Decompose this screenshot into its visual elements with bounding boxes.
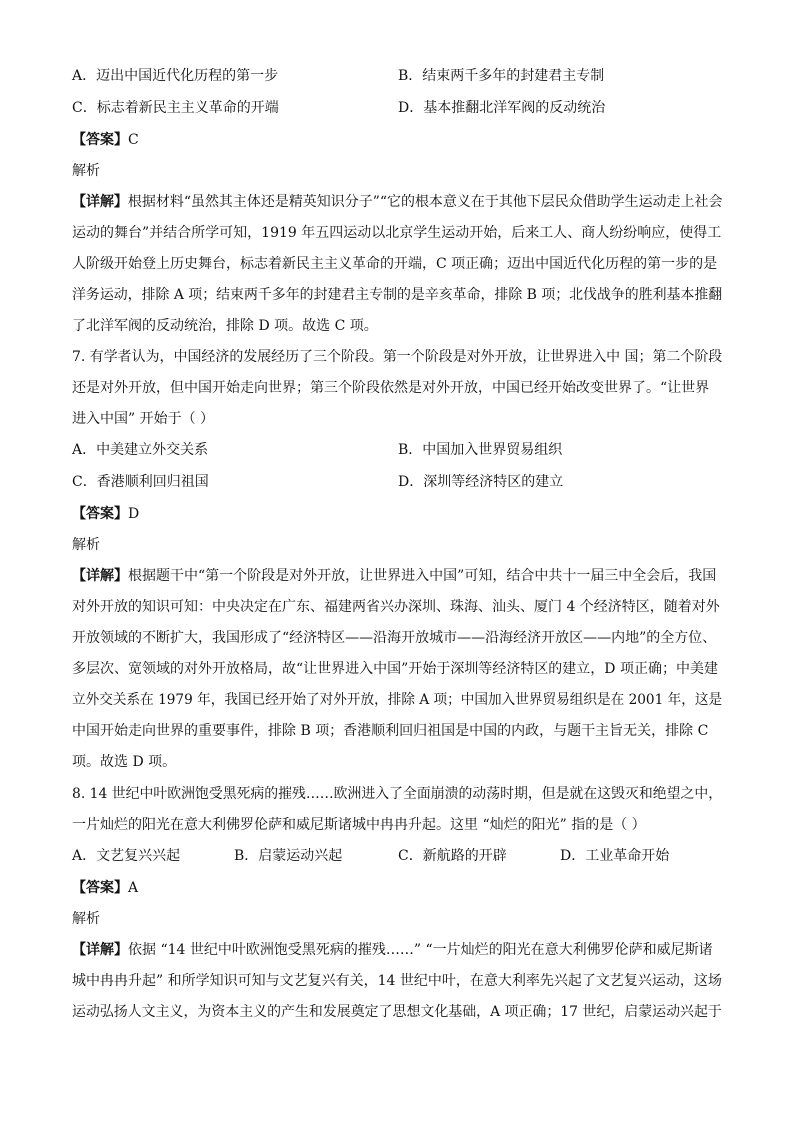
q7-detail-line: 多层次、宽领域的对外开放格局，故“让世界进入中国”开始于深圳等经济特区的建立，D 项正确；中美建: [72, 661, 718, 677]
q6-option-c: C．标志着新民主主义革命的开端: [72, 100, 279, 116]
q8-option-c: C．新航路的开辟: [398, 848, 507, 864]
answer-tag: 【答案】: [72, 132, 128, 148]
q8-detail-line: 【详解】依据 “14 世纪中叶欧洲饱受黑死病的摧残……” “一片灿烂的阳光在意大利佛罗伦萨和威尼斯诸: [72, 942, 713, 958]
answer-value: A: [128, 880, 139, 896]
q6-answer: [72, 130, 722, 150]
q6-option-a: A．迈出中国近代化历程的第一步: [72, 68, 279, 84]
q6-option-d: D．基本推翻北洋军阀的反动统治: [398, 100, 606, 116]
q8-detail-line: 运动弘扬人文主义，为资本主义的产生和发展奠定了思想文化基础，A 项正确；17 世纪，启蒙运动兴起于: [72, 1004, 722, 1020]
answer-value: C: [128, 132, 139, 148]
q6-detail-line: 【详解】根据材料“虽然其主体还是精英知识分子”“它的根本意义在于其他下层民众借助学生运动走上社会: [72, 194, 723, 210]
detail-tag: 【详解】: [72, 568, 128, 584]
q6-analysis-heading: 解析: [72, 163, 100, 179]
q7-answer: [72, 504, 722, 524]
q7-detail-line: 中国开始走向世界的重要事件，排除 B 项；香港顺利回归祖国是中国的内政，与题干主旨无关，排除 C: [72, 723, 709, 739]
q7-stem-line: 还是对外开放，但中国开始走向世界；第三个阶段依然是对外开放，中国已经开始改变世界了。“让世界: [72, 380, 710, 396]
q7-option-c: C．香港顺利回归祖国: [72, 474, 209, 490]
answer-value: D: [128, 506, 140, 522]
q7-option-d: D．深圳等经济特区的建立: [398, 474, 564, 490]
q7-option-b: B．中国加入世界贸易组织: [398, 442, 563, 458]
q7-detail-line: 开放领域的不断扩大，我国形成了“经济特区——沿海开放城市——沿海经济开放区——内地”的全方位、: [72, 630, 717, 646]
q7-detail-line: 【详解】根据题干中“第一个阶段是对外开放，让世界进入中国”可知，结合中共十一届三中全会后，我国: [72, 568, 717, 584]
q7-stem-line: 7. 有学者认为，中国经济的发展经历了三个阶段。第一个阶段是对外开放，让世界进入中 国；第二个阶段: [72, 349, 723, 365]
q6-option-b: B．结束两千多年的封建君主专制: [398, 68, 605, 84]
q6-detail-line: 洋务运动，排除 A 项；结束两千多年的封建君主专制的是辛亥革命，排除 B 项；北伐战争的胜利基本推翻: [72, 287, 723, 303]
q6-detail-line: 人阶级开始登上历史舞台，标志着新民主主义革命的开端，C 项正确；迈出中国近代化历程的第一步的是: [72, 256, 718, 272]
q8-option-d: D．工业革命开始: [560, 848, 670, 864]
q8-option-a: A．文艺复兴兴起: [72, 848, 181, 864]
q8-detail-line: 城中冉冉升起” 和所学知识可知与文艺复兴有关，14 世纪中叶，在意大利率先兴起了文艺复兴运动，这场: [72, 973, 722, 989]
q8-analysis-heading: 解析: [72, 911, 100, 927]
q7-detail-line: 对外开放的知识可知：中央决定在广东、福建两省兴办深圳、珠海、汕头、厦门 4 个经济特区，随着对外: [72, 599, 720, 615]
q6-detail-line: 运动的舞台”并结合所学可知，1919 年五四运动以北京学生运动开始，后来工人、商人纷纷响应，使得工: [72, 225, 722, 241]
q8-answer: [72, 878, 722, 898]
answer-tag: 【答案】: [72, 880, 128, 896]
q7-detail-line: 项。故选 D 项。: [72, 754, 177, 770]
q7-analysis-heading: 解析: [72, 537, 100, 553]
q8-option-b: B．启蒙运动兴起: [234, 848, 343, 864]
detail-tag: 【详解】: [72, 942, 128, 958]
q6-detail-line: 了北洋军阀的反动统治，排除 D 项。故选 C 项。: [72, 318, 378, 334]
q8-stem-line: 一片灿烂的阳光在意大利佛罗伦萨和威尼斯诸城中冉冉升起。这里 “灿烂的阳光” 指的是（ ）: [72, 817, 646, 833]
answer-tag: 【答案】: [72, 506, 128, 522]
q8-stem-line: 8. 14 世纪中叶欧洲饱受黑死病的摧残……欧洲进入了全面崩溃的动荡时期，但是就在这毁灭和绝望之中，: [72, 786, 723, 802]
q7-option-a: A．中美建立外交关系: [72, 442, 209, 458]
q7-stem-line: 进入中国” 开始于（ ）: [72, 411, 215, 427]
detail-tag: 【详解】: [72, 194, 128, 210]
q7-detail-line: 立外交关系在 1979 年，我国已经开始了对外开放，排除 A 项；中国加入世界贸易组织是在 2001 年，这是: [72, 692, 723, 708]
